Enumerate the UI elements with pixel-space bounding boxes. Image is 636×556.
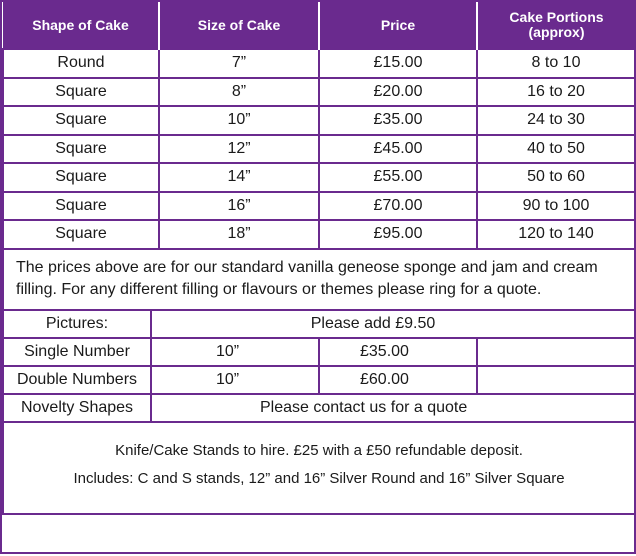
cell-price: £20.00 xyxy=(319,78,477,107)
table-header xyxy=(3,2,635,49)
double-numbers-price: £60.00 xyxy=(319,366,477,394)
cell-portions: 50 to 60 xyxy=(477,163,635,192)
cell-portions: 24 to 30 xyxy=(477,106,635,135)
table-row xyxy=(3,163,635,192)
note-row xyxy=(3,249,635,310)
header-price: Price xyxy=(319,2,477,49)
header-size: Size of Cake xyxy=(159,2,319,49)
cell-shape: Square xyxy=(3,220,159,249)
novelty-label: Novelty Shapes xyxy=(3,394,151,422)
cell-size: 12” xyxy=(159,135,319,164)
table-row xyxy=(3,192,635,221)
single-number-empty xyxy=(477,338,635,366)
table-row xyxy=(3,106,635,135)
novelty-row xyxy=(3,394,635,422)
cell-portions: 16 to 20 xyxy=(477,78,635,107)
cell-portions: 90 to 100 xyxy=(477,192,635,221)
double-numbers-row xyxy=(3,366,635,394)
cell-size: 10” xyxy=(159,106,319,135)
pictures-value: Please add £9.50 xyxy=(151,310,635,338)
cell-price: £45.00 xyxy=(319,135,477,164)
double-numbers-label: Double Numbers xyxy=(3,366,151,394)
header-shape: Shape of Cake xyxy=(3,2,159,49)
cell-size: 8” xyxy=(159,78,319,107)
cell-shape: Square xyxy=(3,106,159,135)
pictures-row xyxy=(3,310,635,338)
double-numbers-size: 10” xyxy=(151,366,319,394)
table-row xyxy=(3,78,635,107)
single-number-label: Single Number xyxy=(3,338,151,366)
pricing-note: The prices above are for our standard vanilla geneose sponge and jam and cream filling. For any different filling or flavours or themes please ring for a quote. xyxy=(3,249,635,310)
novelty-value: Please contact us for a quote xyxy=(151,394,635,422)
header-portions xyxy=(477,2,635,49)
single-number-row xyxy=(3,338,635,366)
header-portions-line2: (approx) xyxy=(528,24,585,40)
cell-shape: Square xyxy=(3,78,159,107)
cell-portions: 8 to 10 xyxy=(477,49,635,78)
cell-size: 16” xyxy=(159,192,319,221)
extras-table xyxy=(2,309,636,515)
cell-size: 18” xyxy=(159,220,319,249)
table-row xyxy=(3,220,635,249)
cell-portions: 40 to 50 xyxy=(477,135,635,164)
header-portions-line1: Cake Portions xyxy=(509,9,604,25)
pictures-label: Pictures: xyxy=(3,310,151,338)
cell-shape: Square xyxy=(3,192,159,221)
table-row xyxy=(3,135,635,164)
cell-price: £15.00 xyxy=(319,49,477,78)
cell-size: 7” xyxy=(159,49,319,78)
cell-size: 14” xyxy=(159,163,319,192)
cell-price: £70.00 xyxy=(319,192,477,221)
single-number-price: £35.00 xyxy=(319,338,477,366)
cell-shape: Square xyxy=(3,163,159,192)
cell-shape: Square xyxy=(3,135,159,164)
cell-price: £95.00 xyxy=(319,220,477,249)
hire-row xyxy=(3,422,635,514)
hire-line-1: Knife/Cake Stands to hire. £25 with a £50 refundable deposit. xyxy=(115,441,523,459)
table-row xyxy=(3,49,635,78)
cell-shape: Round xyxy=(3,49,159,78)
hire-line-2: Includes: C and S stands, 12” and 16” Silver Round and 16” Silver Square xyxy=(73,469,565,487)
price-table xyxy=(2,2,636,311)
cell-portions: 120 to 140 xyxy=(477,220,635,249)
cell-price: £55.00 xyxy=(319,163,477,192)
hire-info xyxy=(3,422,635,514)
cell-price: £35.00 xyxy=(319,106,477,135)
single-number-size: 10” xyxy=(151,338,319,366)
double-numbers-empty xyxy=(477,366,635,394)
